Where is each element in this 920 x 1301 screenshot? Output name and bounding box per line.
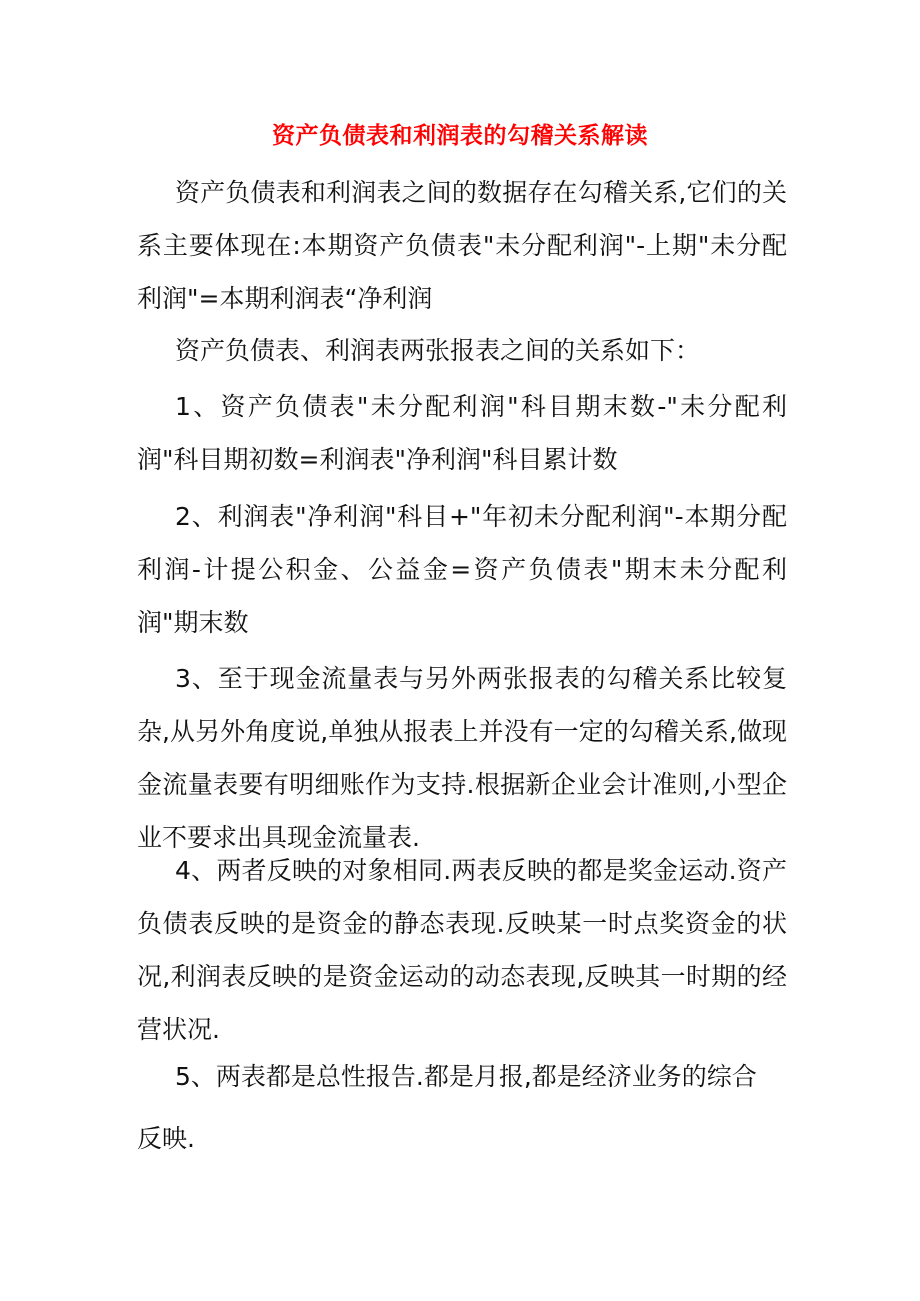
paragraph-item-4: 4、两者反映的对象相同.两表反映的都是奖金运动.资产负债表反映的是资金的静态表现.反映某一时点奖资金的状况,利润表反映的是资金运动的动态表现,反映其一时期的经营状况. [137,856,787,1044]
paragraph-item-5: 5、两表都是总性报告.都是月报,都是经济业务的综合 [175,1062,757,1091]
paragraph-relations-heading: 资产负债表、利润表两张报表之间的关系如下： [175,336,701,365]
paragraph-item-3: 3、至于现金流量表与另外两张报表的勾稽关系比较复杂,从另外角度说,单独从报表上并没有一定的勾稽关系,做现金流量表要有明细账作为支持.根据新企业会计准则,小型企业不要求出具现金流量表. [137,664,787,852]
paragraph-item-5-continuation: 反映. [137,1124,195,1153]
paragraph-item-2: 2、利润表"净利润"科目+"年初未分配利润"-本期分配利润-计提公积金、公益金=资产负债表"期末未分配利润"期末数 [137,502,787,637]
document-title: 资产负债表和利润表的勾稽关系解读 [272,123,648,149]
paragraph-intro: 资产负债表和利润表之间的数据存在勾稽关系,它们的关系主要体现在:本期资产负债表"未分配利润"-上期"未分配利润"=本期利润表“净利润 [137,178,787,313]
paragraph-item-1: 1、资产负债表"未分配利润"科目期末数-"未分配利润"科目期初数=利润表"净利润"科目累计数 [137,392,787,474]
